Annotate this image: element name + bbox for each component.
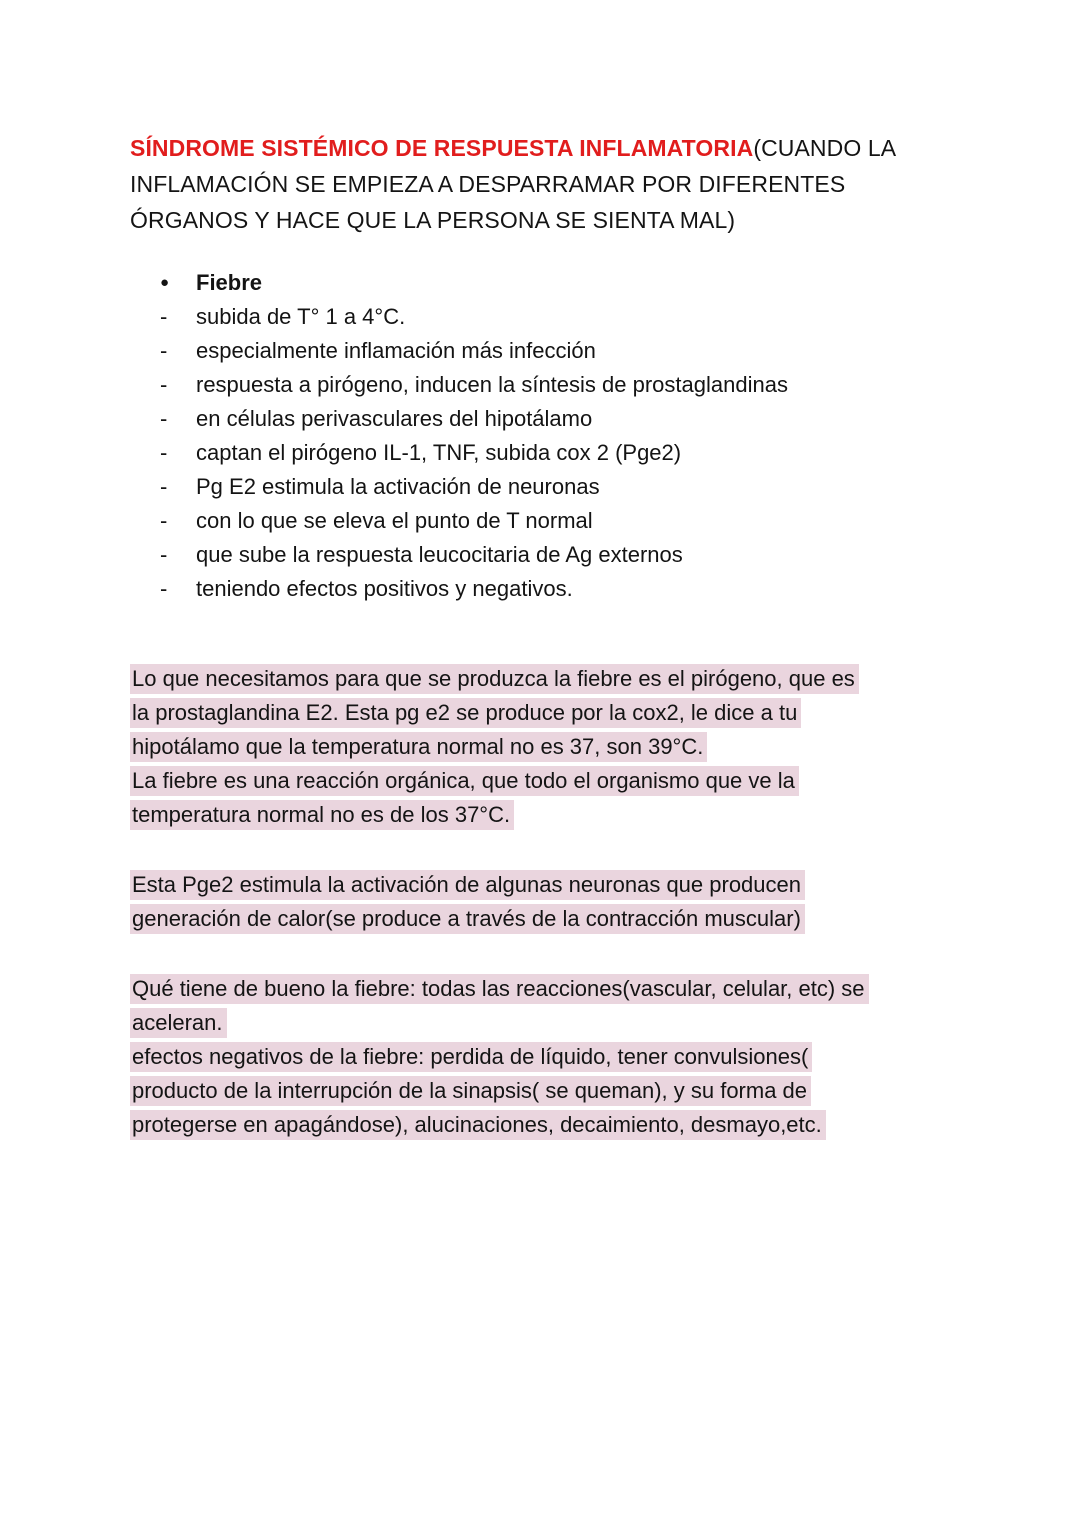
list-item-text: especialmente inflamación más infección (196, 338, 596, 363)
highlighted-line: generación de calor(se produce a través de la contracción muscular) (130, 902, 952, 936)
list-item (130, 368, 952, 402)
dash-marker: - (160, 304, 168, 329)
dash-marker: - (160, 372, 168, 397)
list-item-text: respuesta a pirógeno, inducen la síntesis de prostaglandinas (196, 372, 788, 397)
list-item (130, 402, 952, 436)
highlighted-line: la prostaglandina E2. Esta pg e2 se produce por la cox2, le dice a tu (130, 696, 952, 730)
list-item (130, 538, 952, 572)
highlighted-line: producto de la interrupción de la sinapsis( se queman), y su forma de (130, 1074, 952, 1108)
fever-list-heading: Fiebre (196, 270, 263, 295)
list-item-text: en células perivasculares del hipotálamo (196, 406, 593, 431)
highlighted-line: hipotálamo que la temperatura normal no es 37, son 39°C. (130, 730, 952, 764)
dash-marker: - (160, 406, 168, 431)
list-item-text: con lo que se eleva el punto de T normal (196, 508, 593, 533)
highlighted-line: efectos negativos de la fiebre: perdida de líquido, tener convulsiones( (130, 1040, 952, 1074)
list-item-text: Pg E2 estimula la activación de neuronas (196, 474, 600, 499)
dash-marker: - (160, 576, 168, 601)
bullet-marker: ● (160, 274, 170, 291)
list-item-text: subida de T° 1 a 4°C. (196, 304, 406, 329)
list-item (130, 504, 952, 538)
fever-list (130, 266, 952, 606)
highlighted-line: temperatura normal no es de los 37°C. (130, 798, 952, 832)
list-item (130, 436, 952, 470)
highlighted-line: Lo que necesitamos para que se produzca la fiebre es el pirógeno, que es (130, 662, 952, 696)
dash-marker: - (160, 440, 168, 465)
highlighted-line: La fiebre es una reacción orgánica, que todo el organismo que ve la (130, 764, 952, 798)
dash-marker: - (160, 474, 168, 499)
highlighted-line: protegerse en apagándose), alucinaciones, decaimiento, desmayo,etc. (130, 1108, 952, 1142)
highlighted-paragraph (130, 662, 952, 832)
title-parenthetical-text: (CUANDO LA INFLAMACIÓN SE EMPIEZA A DESPARRAMAR POR DIFERENTES ÓRGANOS Y HACE QUE LA PERSONA SE SIENTA MAL) (130, 135, 895, 233)
highlighted-paragraph (130, 972, 952, 1142)
dash-marker: - (160, 542, 168, 567)
list-item (130, 334, 952, 368)
list-item-text: teniendo efectos positivos y negativos. (196, 576, 573, 601)
dash-marker: - (160, 338, 168, 363)
highlighted-line: Qué tiene de bueno la fiebre: todas las reacciones(vascular, celular, etc) se (130, 972, 952, 1006)
highlighted-paragraph (130, 868, 952, 936)
list-item (130, 470, 952, 504)
list-item-text: que sube la respuesta leucocitaria de Ag externos (196, 542, 683, 567)
fever-list-heading-row (130, 266, 952, 300)
list-item (130, 572, 952, 606)
document-title (130, 130, 952, 238)
title-red-text: SÍNDROME SISTÉMICO DE RESPUESTA INFLAMATORIA (130, 135, 754, 161)
dash-marker: - (160, 508, 168, 533)
highlighted-line: aceleran. (130, 1006, 952, 1040)
highlighted-line: Esta Pge2 estimula la activación de algunas neuronas que producen (130, 868, 952, 902)
document-content (130, 130, 952, 1142)
list-item (130, 300, 952, 334)
list-item-text: captan el pirógeno IL-1, TNF, subida cox 2 (Pge2) (196, 440, 682, 465)
